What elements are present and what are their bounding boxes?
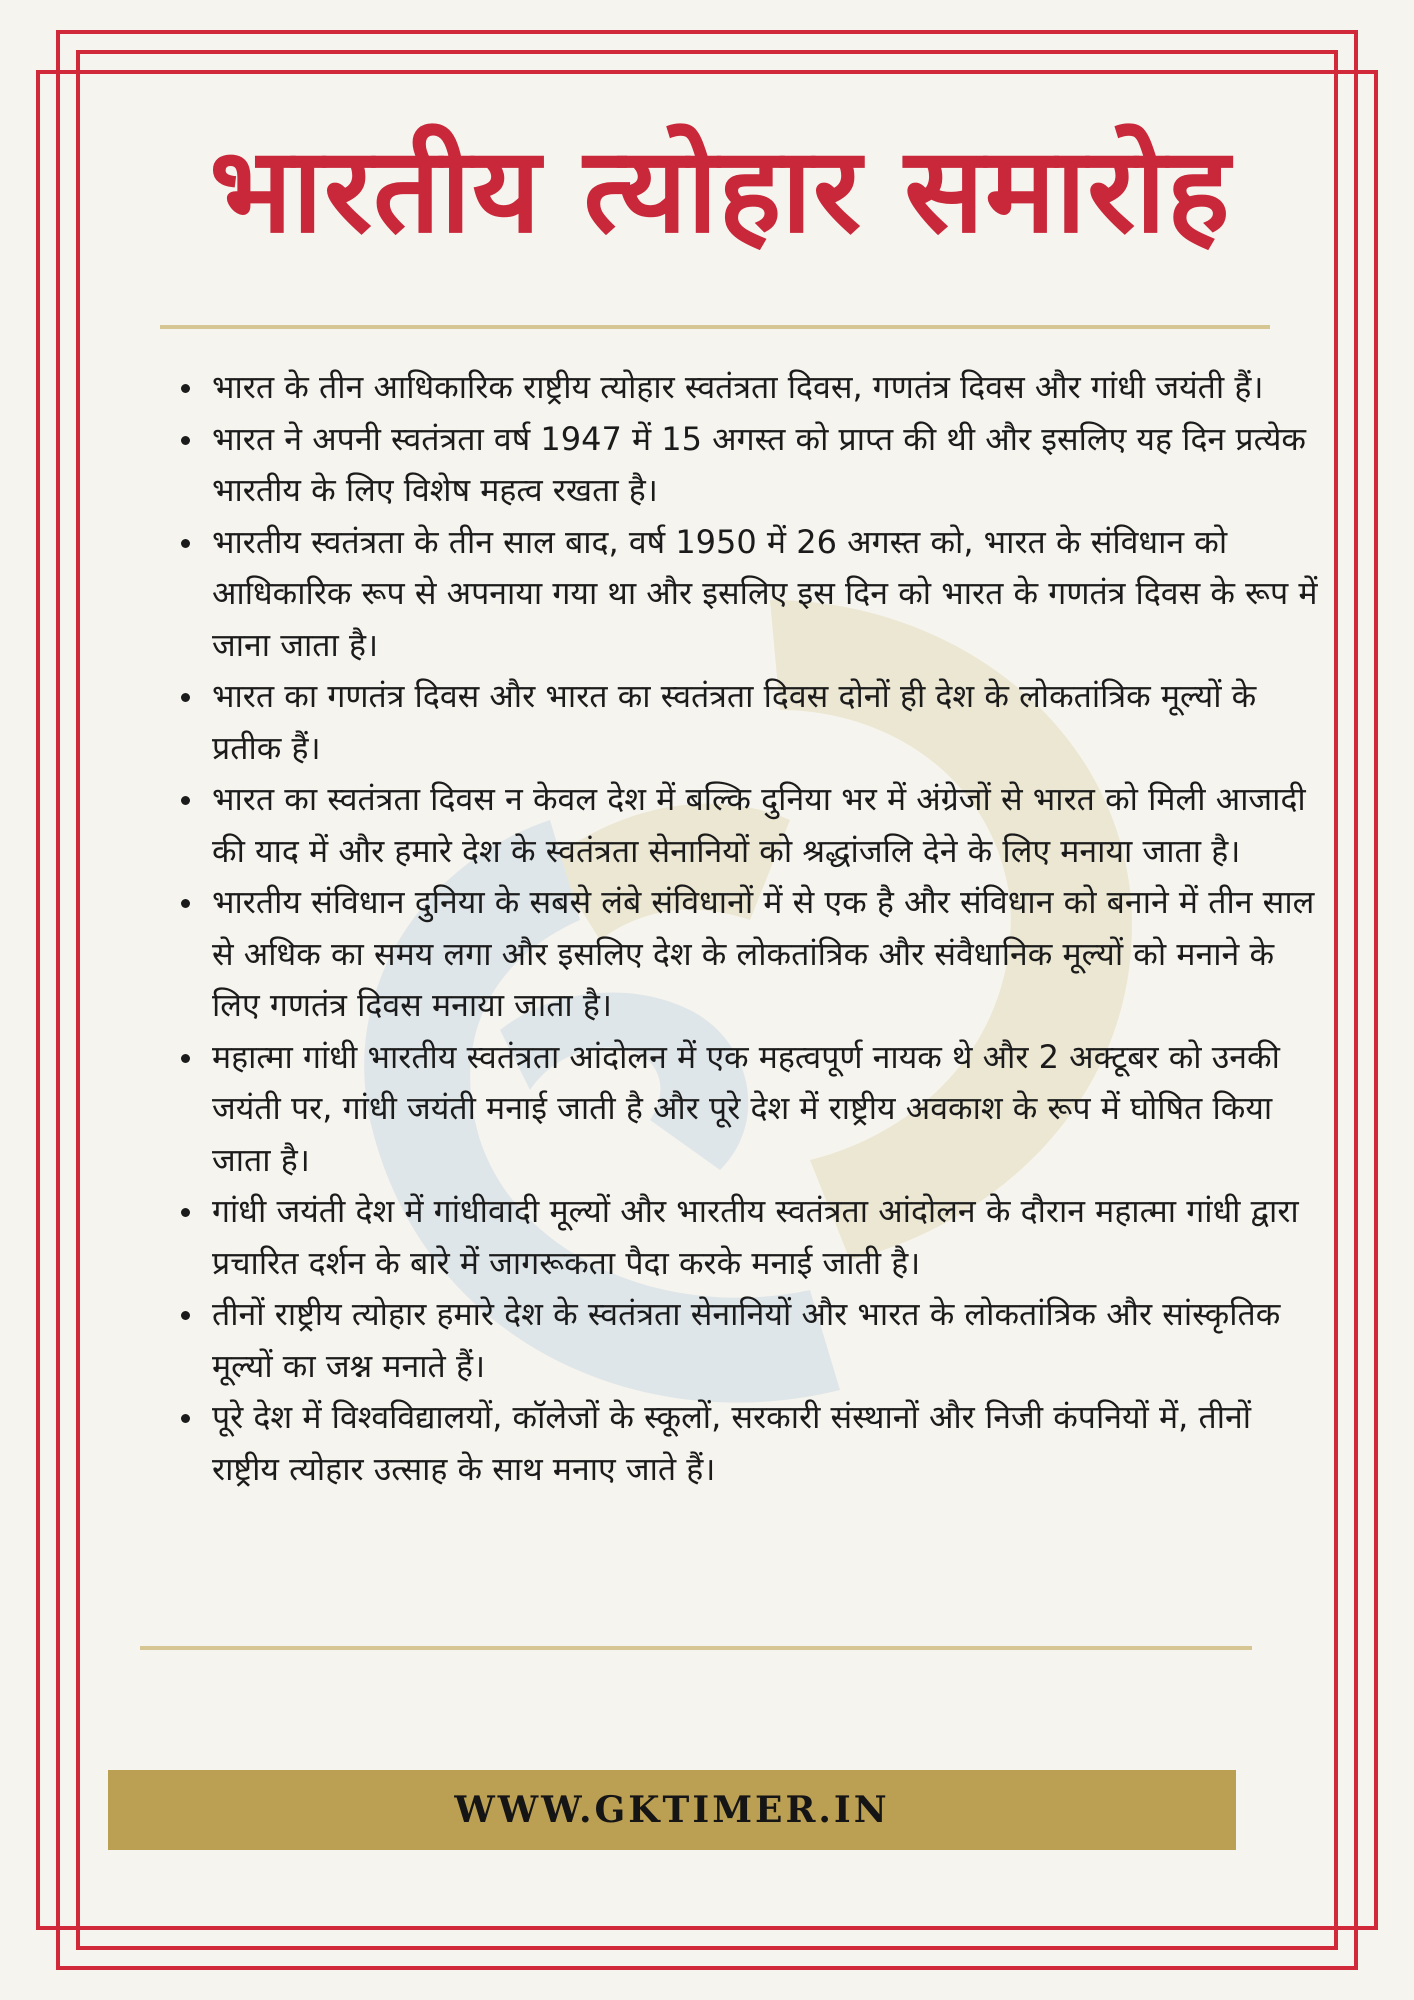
footer-banner [108,1770,1236,1850]
bullet-list [160,362,1326,1495]
frame-outer-right [1354,30,1358,1970]
frame-inner-left [76,50,80,1950]
list-item: • पूरे देश में विश्वविद्यालयों, कॉलेजों के स्कूलों, सरकारी संस्थानों और निजी कंपनियों में, तीनों राष्ट्रीय त्योहार उत्साह के साथ मनाए जाते हैं। [206,1392,1326,1495]
frame-inner-bottom [76,1946,1338,1950]
list-item: • भारत का गणतंत्र दिवस और भारत का स्वतंत्रता दिवस दोनों ही देश के लोकतांत्रिक मूल्यों के प्रतीक हैं। [206,671,1326,774]
list-item: • महात्मा गांधी भारतीय स्वतंत्रता आंदोलन में एक महत्वपूर्ण नायक थे और 2 अक्टूबर को उनकी जयंती पर, गांधी जयंती मनाई जाती है और पूरे देश में राष्ट्रीय अवकाश के रूप में घोषित किया जाता है। [206,1032,1326,1187]
website-link[interactable]: WWW.GKTIMER.IN [454,1789,890,1831]
list-item: • तीनों राष्ट्रीय त्योहार हमारे देश के स्वतंत्रता सेनानियों और भारत के लोकतांत्रिक और सांस्कृतिक मूल्यों का जश्न मनाते हैं। [206,1289,1326,1392]
frame-ext-bottom [36,1926,1378,1930]
frame-ext-left [36,70,40,1930]
bottom-divider [140,1646,1252,1650]
frame-outer-left [56,30,60,1970]
list-item: • भारत ने अपनी स्वतंत्रता वर्ष 1947 में 15 अगस्त को प्राप्त की थी और इसलिए यह दिन प्रत्येक भारतीय के लिए विशेष महत्व रखता है। [206,414,1326,517]
page-title: भारतीय त्योहार समारोह [209,121,1231,259]
list-item: • भारतीय संविधान दुनिया के सबसे लंबे संविधानों में से एक है और संविधान को बनाने में तीन साल से अधिक का समय लगा और इसलिए देश के लोकतांत्रिक और संवैधानिक मूल्यों को मनाने के लिए गणतंत्र दिवस मनाया जाता है। [206,877,1326,1032]
frame-ext-right [1374,70,1378,1930]
frame-outer-bottom [56,1966,1358,1970]
list-item: • भारत का स्वतंत्रता दिवस न केवल देश में बल्कि दुनिया भर में अंग्रेजों से भारत को मिली आजादी की याद में और हमारे देश के स्वतंत्रता सेनानियों को श्रद्धांजलि देने के लिए मनाया जाता है। [206,774,1326,877]
frame-outer-top [56,30,1358,34]
frame-inner-right [1334,50,1338,1950]
list-item: • भारतीय स्वतंत्रता के तीन साल बाद, वर्ष 1950 में 26 अगस्त को, भारत के संविधान को आधिकारिक रूप से अपनाया गया था और इसलिए इस दिन को भारत के गणतंत्र दिवस के रूप में जाना जाता है। [206,517,1326,672]
list-item: • गांधी जयंती देश में गांधीवादी मूल्यों और भारतीय स्वतंत्रता आंदोलन के दौरान महात्मा गांधी द्वारा प्रचारित दर्शन के बारे में जागरूकता पैदा करके मनाई जाती है। [206,1186,1326,1289]
list-item: • भारत के तीन आधिकारिक राष्ट्रीय त्योहार स्वतंत्रता दिवस, गणतंत्र दिवस और गांधी जयंती हैं। [206,362,1326,414]
frame-inner-top [76,50,1338,54]
frame-ext-top [36,70,1378,74]
top-divider [160,325,1270,329]
